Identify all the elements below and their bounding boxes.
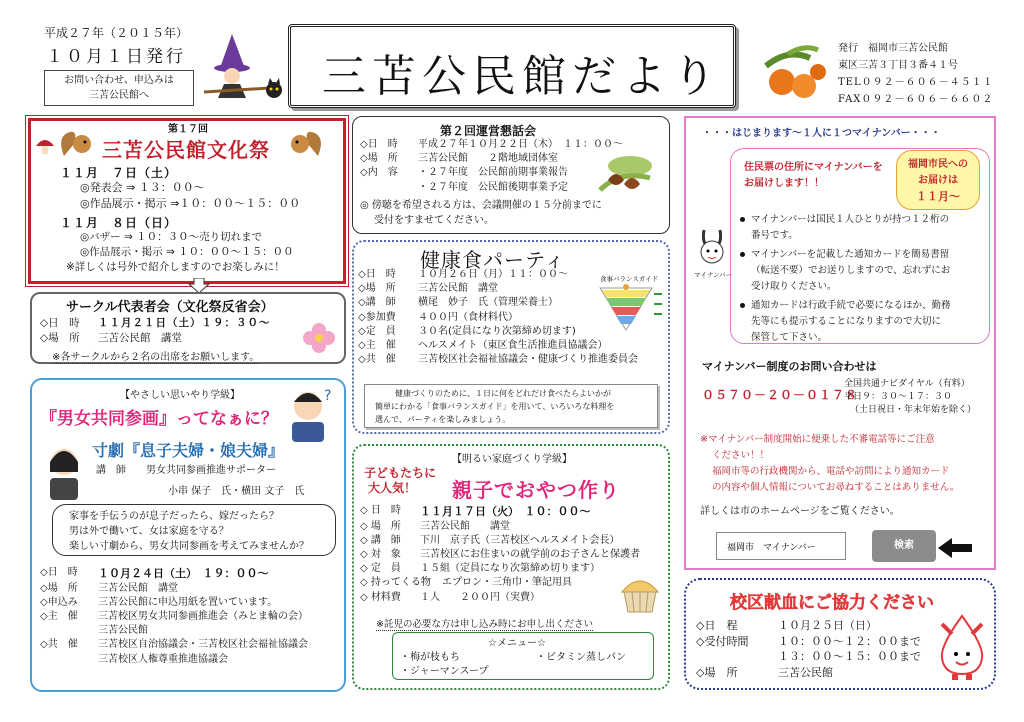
bullet-line: 番号です。 [751, 230, 798, 241]
row-value: 三苫校区自治協議会・三苫校区社会福祉協議会 [98, 639, 308, 651]
issue-date: 平成２７年（２０１５年） [44, 26, 189, 40]
mynumber-inquiry-title: マイナンバー制度のお問い合わせは [702, 360, 877, 373]
health-title: 健康食パーティ [420, 248, 566, 272]
row-label: ◇場 所 [40, 331, 80, 344]
row-value: １０月２４日（土） １９：００～ [98, 567, 269, 580]
row-label: ◇ 日 時 [360, 505, 401, 516]
festival-item: ◎作品展示・掲示 ⇒１０：００～１５：００ [80, 197, 301, 210]
festival-title: 三苫公民館文化祭 [102, 138, 270, 162]
row-value: 三苫校区男女共同参画推進会（みとま輪の会） [98, 610, 308, 622]
menu-title: ☆メニュー☆ [488, 638, 546, 649]
row-label [360, 181, 418, 195]
fukuoka-note-line: １１月～ [916, 190, 960, 203]
row-label: ◇共 催 [40, 639, 78, 651]
health-note-line: 健康づくりのために、１日に何をどれだけ食べたらよいかが [395, 389, 611, 398]
mynumber-mascot-icon [694, 228, 730, 268]
gender-label: 【やさしい思いやり学級】 [120, 390, 240, 401]
warning-line: ※マイナンバー制度開始に便乗した不審電話等にご注意 [700, 434, 935, 445]
gender-rows [40, 566, 308, 667]
mynumber-intro-line: お届けします！！ [744, 178, 824, 189]
mynumber-dial-info [844, 378, 976, 417]
mynumber-phone: ０５７０－２０－０１７８ [702, 388, 859, 402]
dial-hours: 平日９：３０～１７：３０ [844, 392, 953, 402]
bullet-line: 先等にも提示することになりますので大切に [751, 316, 942, 327]
row-value: 三苫公民館 講堂 [98, 331, 182, 344]
row-label [40, 624, 98, 638]
blood-drop-mascot-icon [934, 612, 990, 682]
snack-title: 親子でおやつ作り [452, 478, 620, 502]
warning-line: の内容や個人情報についてお尋ねすることはありません。 [712, 482, 960, 493]
festival-item: ◎発表会 ⇒ １３：００～ [80, 181, 205, 194]
snack-catch-line: 大人気！ [368, 481, 417, 495]
publisher-line: TEL０９２－６０６－４５１１ [838, 77, 994, 88]
row-value: エプロン・三角巾・筆記用具 [442, 577, 572, 589]
mynumber-bullets [740, 212, 951, 346]
publisher-line: FAX０９２－６０６－６６０２ [838, 94, 994, 105]
row-label: ◇申込み [40, 596, 78, 608]
bullet-line: 通知カードは行政手続で必要になるほか、勤務 [751, 300, 951, 311]
row-label: ◇ 持ってくる物 [360, 577, 431, 589]
row-value: 三苫公民館 ２階地域団体室 [418, 153, 558, 165]
row-label: ◇主 催 [40, 610, 78, 622]
row-label: ◇共 催 [358, 354, 396, 366]
snack-label: 【明るい家庭づくり学級】 [452, 454, 572, 465]
dial-name: 全国共通ナビダイヤル（有料） [844, 379, 970, 389]
row-label: ◇講 師 [358, 297, 396, 309]
chestnut-illustration [590, 150, 666, 198]
row-label: ◇場 所 [358, 283, 396, 295]
menu-item: ・梅が枝もち [400, 652, 460, 663]
publisher-line: 発行 福岡市三苫公民館 [838, 43, 948, 54]
row-value: ・２７年度 公民館前期事業報告 [418, 167, 568, 179]
row-value: 三苫公民館 講堂 [420, 520, 510, 532]
publisher-line: 東区三苫３丁目３番４１号 [838, 60, 958, 71]
row-label: ◇ 講 師 [360, 534, 401, 546]
row-label: ◇ 材料費 [360, 591, 401, 603]
lecturer-role: 男女共同参画推進サポーター [146, 465, 276, 476]
contact-note-box [44, 70, 194, 106]
bullet-line: マイナンバーを記載した通知カードを簡易書留 [751, 249, 950, 260]
row-value: １１月２１日（土）１９：３０～ [98, 317, 271, 329]
snack-rows [360, 504, 640, 605]
row-label: ◇日 時 [360, 139, 398, 150]
blood-title: 校区献血にご協力ください [730, 593, 934, 613]
row-value: １３：００～１５：００まで [778, 650, 921, 664]
menu-item: ・ビタミン蒸しパン [536, 652, 626, 663]
publisher-info [838, 40, 994, 108]
row-value: ４００円（食材料代） [418, 311, 518, 323]
bullet-line: 受け取りください。 [751, 281, 837, 292]
row-label: ◇ 定 員 [360, 563, 401, 575]
snack-catch-line: 子どもたちに [364, 466, 437, 480]
health-note-line: 簡単にわかる「食事バランスガイド」を用いて、いろいろな料理を [375, 402, 615, 411]
warning-line: ください！！ [712, 450, 770, 461]
row-value: １０月２５日（日） [778, 619, 877, 632]
meeting-note-line: 受付をすませてください。 [374, 215, 494, 226]
row-label: ◇受付時間 [696, 634, 749, 648]
row-value: 下川 京子氏（三苫校区ヘルスメイト会長） [420, 534, 620, 546]
bullet-line: （転送不要）でお送りしますので、忘れずにお [751, 265, 951, 276]
mynumber-intro [744, 160, 883, 192]
festival-day1-items [80, 180, 300, 212]
row-value: 横尾 妙子 氏（管理栄養士） [418, 297, 558, 309]
row-label: ◇内 容 [360, 167, 398, 179]
row-label: ◇日 程 [696, 619, 738, 632]
row-label: ◇場 所 [360, 153, 398, 165]
meeting-title: 第２回運営懇話会 [440, 124, 537, 138]
row-label: ◇ 対 象 [360, 548, 401, 560]
row-label: ◇場 所 [696, 665, 738, 679]
lecturer-label: 講 師 [96, 465, 126, 476]
festival-day1: １１月 ７日（土） [60, 166, 178, 180]
woman-thinking-icon [40, 442, 90, 500]
food-balance-guide-icon [594, 284, 664, 334]
row-label [40, 653, 98, 667]
festival-item: ◎作品展示・掲示 ⇒ １０：００～１５：００ [80, 246, 294, 258]
row-value: 三苫公民館 [98, 625, 148, 637]
gender-speech-bubble [52, 504, 336, 556]
row-value: 三苫校区にお住まいの就学前のお子さんと保護者 [420, 548, 640, 560]
row-value: 三苫校区社会福祉協議会・健康づくり推進委員会 [418, 354, 638, 366]
muffin-illustration [616, 570, 664, 614]
bubble-line: 楽しい寸劇から、男女共同参画を考えてみませんか？ [69, 541, 309, 552]
mynumber-intro-line: 住民票の住所にマイナンバーを [744, 162, 883, 173]
search-button[interactable] [872, 530, 936, 562]
row-value: １０：００～１２：００まで [778, 634, 921, 648]
svg-text:?: ? [324, 388, 332, 404]
row-label: ◇日 時 [40, 317, 80, 329]
mynumber-mascot-label: マイナンバー [694, 271, 733, 279]
row-value: １人 ２００円（実費） [420, 591, 540, 603]
row-value: 三苫公民館 [778, 665, 833, 679]
row-label: ◇主 催 [358, 339, 396, 351]
bullet-line: 保管して下さい。 [751, 332, 828, 343]
man-thinking-icon [284, 384, 338, 442]
festival-day2: １１月 ８日（日） [60, 216, 178, 230]
row-label [696, 649, 778, 665]
mushroom-icon [34, 136, 56, 156]
squirrel-right-icon [286, 126, 326, 160]
festival-edition: 第１７回 [168, 124, 208, 135]
witch-illustration [200, 28, 292, 104]
issue-number: １０月１日発行 [46, 47, 186, 67]
row-value: 三苫公民館 講堂 [418, 283, 498, 295]
fukuoka-delivery-note [896, 150, 980, 210]
row-label: ◇日 時 [40, 567, 78, 578]
gender-skit: 寸劇『息子夫婦・娘夫婦』 [92, 441, 285, 460]
squirrel-left-icon [56, 126, 96, 160]
health-note-line: 選んで、パーティを楽しみましょう。 [375, 415, 511, 424]
row-label: ◇ 場 所 [360, 520, 401, 532]
contact-note-line: お問い合わせ、申込みは [64, 75, 174, 86]
circle-meeting-note: ※各サークルから２名の出席をお願いします。 [52, 348, 259, 364]
row-label: ◇参加費 [358, 311, 396, 323]
gender-title: 『男女共同参画』ってなぁに？ [40, 409, 278, 429]
row-value: 平成２７年１０月２２日（木） １１：００～ [418, 139, 623, 150]
mynumber-header: ・・・はじまります～１人に１つマイナンバー・・・ [702, 128, 941, 139]
newsletter-title: 三苫公民館だより [322, 51, 722, 102]
row-value: 三苫校区人権尊重推進協議会 [98, 653, 228, 665]
fukuoka-note-line: お届けは [918, 175, 958, 186]
row-value: １５組（定員になり次第締め切ります） [420, 563, 600, 575]
warning-line: 福岡市等の行政機関から、電話や訪問により通知カード [712, 466, 950, 477]
row-value: 三苫公民館に申込用紙を置いています。 [98, 596, 278, 608]
row-value: ヘルスメイト（東区食生活推進員協議会） [418, 339, 608, 351]
mynumber-warning [700, 432, 959, 496]
row-value: ・２７年度 公民館後期事業予定 [418, 181, 568, 193]
circle-meeting-title: サークル代表者会（文化祭反省会） [66, 300, 274, 315]
dial-closed: （土日祝日・年末年始を除く） [850, 405, 977, 415]
search-input[interactable] [716, 532, 846, 560]
bubble-line: 男は外で働いて、女は家庭を守る？ [69, 526, 229, 537]
persimmon-illustration [758, 44, 828, 106]
row-value: １１月１７日（火） １０：００～ [420, 505, 591, 518]
blood-rows [696, 618, 921, 680]
bullet-line: マイナンバーは国民１人ひとりが持つ１２桁の [751, 214, 950, 225]
bubble-line: 家事を手伝うのが息子だったら、嫁だったら？ [69, 511, 279, 522]
mynumber-detail: 詳しくは市のホームページをご覧ください。 [700, 506, 900, 517]
food-guide-label: 食事バランスガイド [600, 275, 659, 283]
row-value: ３０名(定員になり次第締め切ます) [418, 325, 576, 337]
row-label: ◇定 員 [358, 325, 396, 337]
festival-item: ※詳しくは号外で紹介しますのでお楽しみに！ [66, 261, 285, 273]
meeting-note [360, 198, 602, 228]
meeting-rows [360, 138, 623, 195]
search-button-label: 検索 [894, 540, 914, 551]
meeting-note-line: ◎ 傍聴を希望される方は、会議開催の１５分前までに [360, 200, 602, 211]
gender-lecturer [96, 464, 276, 478]
festival-day2-items [66, 230, 294, 275]
snack-note: ※託児の必要な方は申し込み時にお申し出ください [376, 616, 593, 631]
row-label: ◇場 所 [40, 582, 78, 594]
row-label: ◇日 時 [358, 269, 396, 280]
festival-item: ◎バザー ⇒ １０：３０～売り切れまで [80, 231, 263, 243]
fukuoka-note-line: 福岡市民への [908, 159, 968, 170]
circle-meeting-rows [40, 316, 271, 346]
menu-item: ・ジャーマンスープ [400, 666, 489, 677]
contact-note-line: 三苫公民館へ [89, 90, 149, 101]
flower-icon [296, 316, 342, 362]
gender-lecturer-names: 小串 保子 氏・横田 文子 氏 [168, 486, 305, 497]
health-note-box [364, 384, 658, 428]
row-value: 三苫公民館 講堂 [98, 582, 178, 594]
row-value: １０月２６日（月）１１：００～ [418, 269, 568, 280]
arrow-left-icon [938, 538, 972, 558]
snack-catch [364, 466, 436, 496]
